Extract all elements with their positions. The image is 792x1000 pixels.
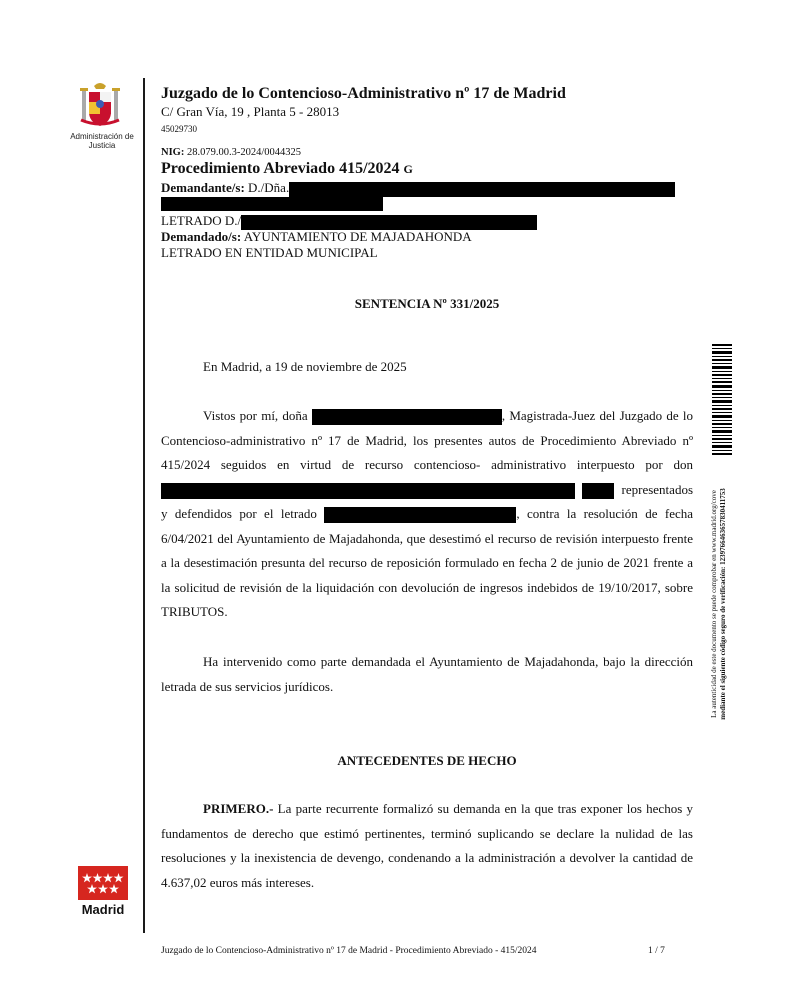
defendant-value: AYUNTAMIENTO DE MAJADAHONDA <box>243 229 472 244</box>
verification-text <box>696 464 742 744</box>
margin-divider <box>143 78 145 933</box>
redaction-block <box>324 507 516 523</box>
plaintiff-line <box>161 180 675 197</box>
primero-text: La parte recurrente formalizó su demanda en la que tras exponer los hechos y fundamentos de derecho que estimó pertinentes, terminó suplicando se declare la nulidad de las resoluciones y la inexistencia de devengo, condenando a la administración a devolver la cantidad de 4.637,02 euros más intereses. <box>161 801 693 890</box>
p1-part-d: , contra la resolución de fecha 6/04/2021 del Ayuntamiento de Majadahonda, que desestimó el recurso de revisión interpuesto frente a la desestimación presunta del recurso de reposición formulado en fecha 2 de junio de 2021 frente a la solicitud de revisión de la liquidación con devolución de ingresos indebidos de 19/10/2017, sobre TRIBUTOS. <box>161 506 694 619</box>
redaction-block <box>289 182 675 197</box>
court-title: Juzgado de lo Contencioso-Administrativo nº 17 de Madrid <box>161 85 566 102</box>
footer-text: Juzgado de lo Contencioso-Administrativo nº 17 de Madrid - Procedimiento Abreviado - 415/2024 <box>161 946 537 956</box>
madrid-stars-icon <box>78 866 128 900</box>
defendant-line <box>161 229 472 244</box>
paragraph-primero <box>161 797 693 895</box>
madrid-label: Madrid <box>81 902 125 917</box>
p2-text: Ha intervenido como parte demandada el Ayuntamiento de Majadahonda, bajo la dirección letrada de sus servicios jurídicos. <box>161 654 693 694</box>
p1-part-a: Vistos por mí, doña <box>203 408 308 423</box>
p1-part-c: representados y defendidos por el letrado <box>161 481 693 521</box>
court-code: 45029730 <box>161 124 197 134</box>
place-date <box>161 355 693 380</box>
administracion-justicia-label: Administración de Justicia <box>70 132 134 150</box>
nig-label: NIG: <box>161 147 185 158</box>
p1-part-b: , Magistrada-Juez del Juzgado de lo Contencioso-administrativo nº 17 de Madrid, los presentes autos de Procedimiento Abreviado nº 415/2024 seguidos en virtud de recurso contencioso- administrativo interpuesto por don <box>161 408 693 472</box>
redaction-block <box>582 483 614 499</box>
lawyer-prefix: LETRADO D./ <box>161 213 242 228</box>
redaction-block <box>161 483 575 499</box>
verification-line-1: La autenticidad de este documento se puede comprobar en www.madrid.org/cove <box>710 490 718 718</box>
barcode-icon <box>712 344 732 456</box>
plaintiff-prefix: D./Dña. <box>248 180 290 195</box>
paragraph-2 <box>161 650 693 699</box>
paragraph-1 <box>161 404 693 625</box>
antecedentes-heading: ANTECEDENTES DE HECHO <box>337 753 517 768</box>
redaction-block <box>312 409 502 425</box>
procedure-title <box>161 160 413 178</box>
spain-coat-of-arms-icon <box>76 80 124 132</box>
page-number: 1 / 7 <box>648 946 665 956</box>
nig-value: 28.079.00.3-2024/0044325 <box>186 147 302 158</box>
sentence-title: SENTENCIA Nº 331/2025 <box>354 296 500 311</box>
plaintiff-label: Demandante/s: <box>161 180 245 195</box>
defendant-label: Demandado/s: <box>161 229 242 244</box>
redaction-block <box>161 197 383 211</box>
lawyer-line <box>161 213 537 230</box>
verification-line-2: mediante el siguiente código seguro de verificación: 1239766463657830411753 <box>719 488 727 720</box>
procedure-number: Procedimiento Abreviado 415/2024 <box>161 160 400 177</box>
redaction-block <box>241 215 537 230</box>
procedure-suffix: G <box>403 162 413 176</box>
place-date-text: En Madrid, a 19 de noviembre de 2025 <box>203 359 407 374</box>
defendant-lawyer: LETRADO EN ENTIDAD MUNICIPAL <box>161 245 378 260</box>
court-address: C/ Gran Vía, 19 , Planta 5 - 28013 <box>161 104 340 119</box>
primero-label: PRIMERO.- <box>203 801 274 816</box>
nig-line <box>161 147 301 158</box>
